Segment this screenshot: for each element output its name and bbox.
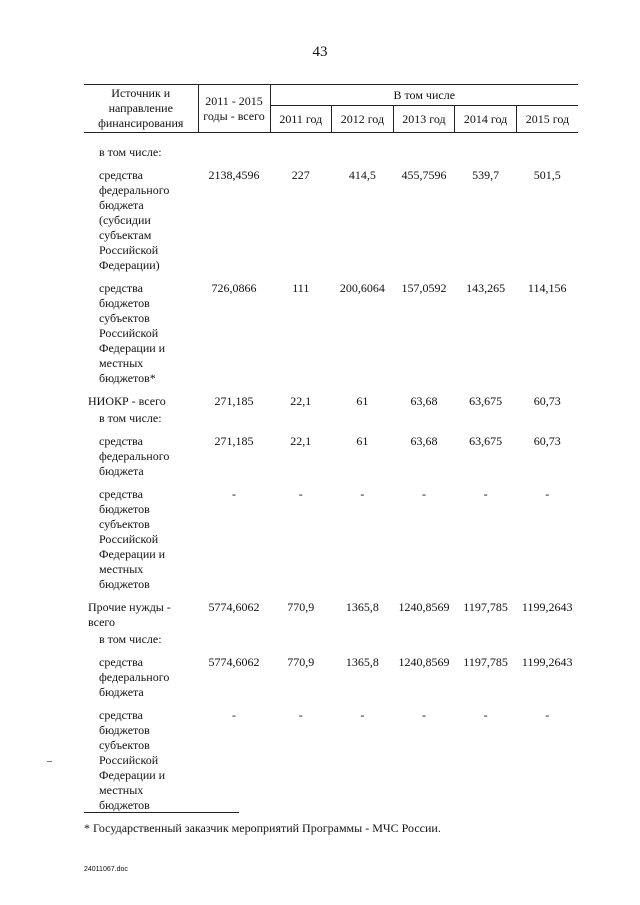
financing-table: [84, 84, 578, 814]
header-year: 2012 год: [332, 106, 394, 133]
footnote-rule: [84, 812, 239, 813]
cell-total: 5774,6062: [208, 600, 260, 614]
cell-year-value: 143,265: [466, 281, 506, 295]
table-row: [84, 274, 578, 387]
cell-year-value: [270, 410, 332, 427]
cell-year-value: 61: [356, 434, 369, 448]
cell-year-value: -: [483, 487, 488, 501]
header-including: В том числе: [270, 85, 578, 106]
cell-year-value: [270, 133, 332, 162]
cell-year-value: 111: [292, 281, 310, 295]
margin-mark: [47, 761, 52, 762]
table-row: [84, 631, 578, 648]
row-label: Прочие нужды - всего: [88, 600, 171, 629]
row-label: средства бюджетов субъектов Российской Федерации и местных бюджетов: [99, 708, 166, 812]
cell-total: 726,0866: [211, 281, 257, 295]
cell-year-value: 63,68: [410, 434, 438, 448]
cell-year-value: 200,6064: [339, 281, 385, 295]
cell-year-value: 539,7: [472, 168, 500, 182]
cell-year-value: [393, 410, 455, 427]
cell-year-value: 60,73: [533, 434, 561, 448]
cell-year-value: 61: [356, 394, 369, 408]
header-year: 2013 год: [393, 106, 455, 133]
row-label: средства бюджетов субъектов Российской Федерации и местных бюджетов: [99, 487, 166, 591]
cell-year-value: [516, 631, 578, 648]
cell-year-value: 60,73: [533, 394, 561, 408]
row-label: в том числе:: [99, 411, 162, 425]
row-label: средства федерального бюджета: [99, 434, 170, 478]
cell-year-value: -: [545, 708, 550, 722]
cell-year-value: 1240,8569: [398, 600, 450, 614]
row-label: в том числе:: [99, 632, 162, 646]
cell-year-value: [455, 410, 517, 427]
row-label: средства бюджетов субъектов Российской Федерации и местных бюджетов*: [99, 281, 166, 385]
cell-year-value: 770,9: [287, 655, 315, 669]
table-row: [84, 133, 578, 162]
table-row: [84, 593, 578, 631]
cell-year-value: [516, 410, 578, 427]
table-row: [84, 648, 578, 701]
cell-year-value: 1240,8569: [398, 655, 450, 669]
cell-total: [198, 631, 270, 648]
cell-year-value: [516, 133, 578, 162]
cell-year-value: [332, 631, 394, 648]
header-year: 2015 год: [516, 106, 578, 133]
row-label: в том числе:: [99, 145, 162, 159]
cell-year-value: 63,675: [469, 394, 503, 408]
cell-total: 271,185: [214, 394, 254, 408]
table-row: [84, 701, 578, 814]
header-year: 2014 год: [455, 106, 517, 133]
cell-year-value: [455, 133, 517, 162]
cell-year-value: [270, 631, 332, 648]
cell-total: 5774,6062: [208, 655, 260, 669]
table-row: [84, 480, 578, 593]
cell-year-value: -: [545, 487, 550, 501]
cell-year-value: 1199,2643: [521, 655, 573, 669]
cell-year-value: 22,1: [290, 434, 312, 448]
cell-year-value: [393, 631, 455, 648]
cell-year-value: [455, 631, 517, 648]
cell-year-value: 63,68: [410, 394, 438, 408]
cell-year-value: -: [298, 708, 303, 722]
cell-year-value: -: [360, 487, 365, 501]
cell-year-value: 1197,785: [463, 600, 508, 614]
cell-year-value: [332, 410, 394, 427]
cell-year-value: 114,156: [527, 281, 567, 295]
table-row: [84, 387, 578, 410]
page-number: 43: [312, 44, 328, 60]
header-source: Источник и направление финансирования: [84, 85, 198, 133]
cell-year-value: 157,0592: [401, 281, 447, 295]
row-label: средства федерального бюджета (субсидии субъектам Российской Федерации): [99, 168, 170, 272]
cell-year-value: [393, 133, 455, 162]
cell-year-value: 1197,785: [463, 655, 508, 669]
row-label: средства федерального бюджета: [99, 655, 170, 699]
cell-year-value: 227: [291, 168, 310, 182]
cell-year-value: -: [421, 487, 426, 501]
cell-year-value: 414,5: [348, 168, 376, 182]
document-code: 24011067.doc: [84, 866, 128, 873]
cell-year-value: -: [298, 487, 303, 501]
header-year: 2011 год: [270, 106, 332, 133]
cell-year-value: 1199,2643: [521, 600, 573, 614]
table-row: [84, 410, 578, 427]
cell-total: -: [232, 487, 236, 501]
footnote: * Государственный заказчик мероприятий Программы - МЧС России.: [84, 821, 441, 835]
header-total: 2011 - 2015 годы - всего: [198, 85, 270, 133]
cell-total: 2138,4596: [208, 168, 260, 182]
table-row: [84, 427, 578, 480]
cell-year-value: 770,9: [287, 600, 315, 614]
cell-year-value: 63,675: [469, 434, 503, 448]
cell-year-value: -: [421, 708, 426, 722]
cell-year-value: 455,7596: [401, 168, 447, 182]
cell-year-value: [332, 133, 394, 162]
cell-year-value: -: [360, 708, 365, 722]
row-label: НИОКР - всего: [88, 394, 166, 408]
cell-total: [198, 133, 270, 162]
cell-year-value: 22,1: [290, 394, 312, 408]
cell-year-value: 501,5: [533, 168, 561, 182]
cell-year-value: 1365,8: [345, 600, 379, 614]
cell-year-value: 1365,8: [345, 655, 379, 669]
cell-total: -: [232, 708, 236, 722]
cell-year-value: -: [483, 708, 488, 722]
cell-total: [198, 410, 270, 427]
table-body: [84, 133, 578, 815]
table-row: [84, 161, 578, 274]
cell-total: 271,185: [214, 434, 254, 448]
